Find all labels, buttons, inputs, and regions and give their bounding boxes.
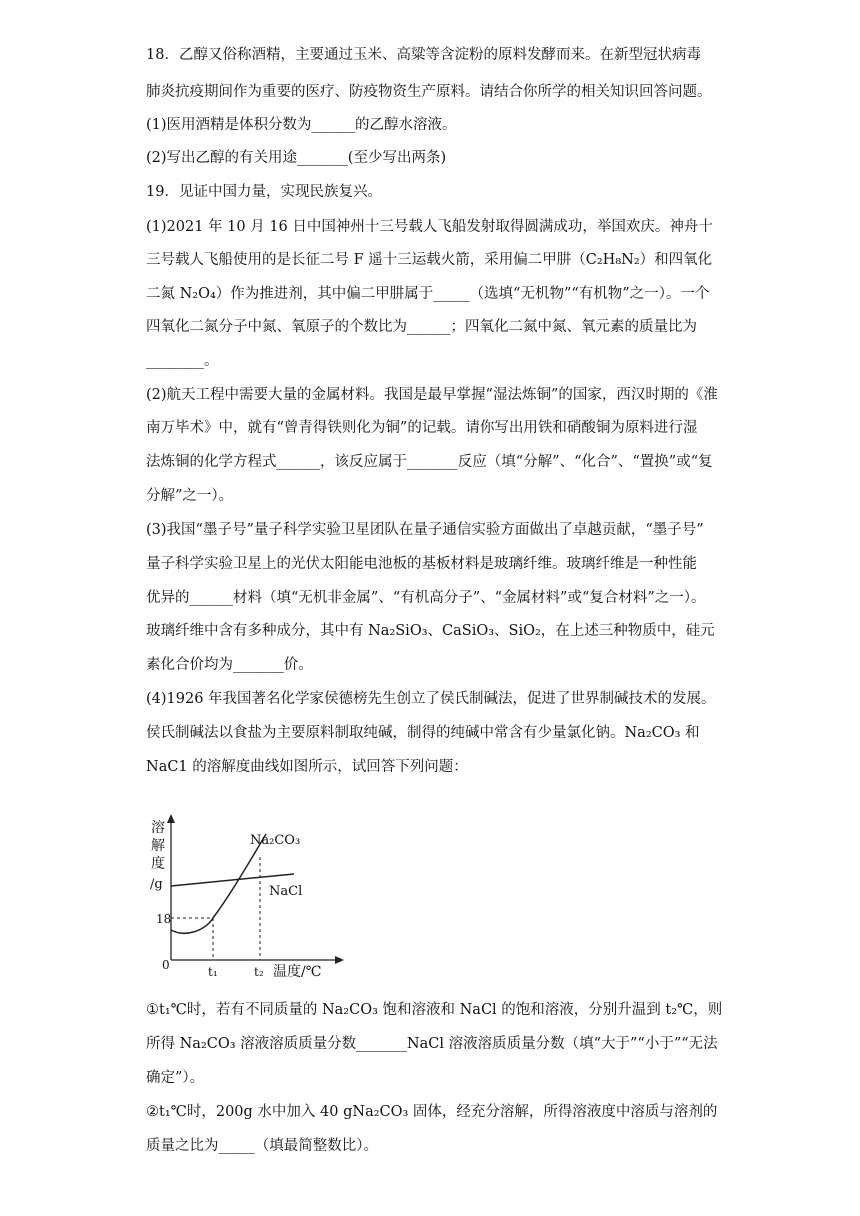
text-line: 法炼铜的化学方程式______，该反应属于_______反应（填“分解”、“化合”、“置换”或“复 [146, 454, 713, 470]
x-axis-label: 温度/℃ [273, 964, 322, 980]
text-line: (2)写出乙醇的有关用途_______(至少写出两条) [146, 150, 447, 166]
x-axis-arrow [335, 956, 344, 964]
text-line: 19．见证中国力量，实现民族复兴。 [146, 184, 382, 200]
text-line: 所得 Na₂CO₃ 溶液溶质质量分数_______NaCl 溶液溶质质量分数（填“大于”“小于”“无法 [146, 1036, 718, 1052]
y-label-char: 解 [151, 838, 165, 854]
text-line: (3)我国“墨子号”量子科学实验卫星团队在量子通信实验方面做出了卓越贡献，“墨子号” [146, 522, 704, 538]
text-line: 质量之比为_____（填最简整数比）。 [146, 1138, 378, 1154]
y-label-char: /g [150, 877, 163, 892]
text-line: ________。 [146, 353, 219, 369]
text-line: 量子科学实验卫星上的光伏太阳能电池板的基板材料是玻璃纤维。玻璃纤维是一种性能 [146, 556, 697, 572]
solubility-chart [146, 812, 346, 984]
text-line: (1)2021 年 10 月 16 日中国神州十三号载人飞船发射取得圆满成功，举国欢庆。神舟十 [146, 219, 713, 235]
text-line: 18．乙醇又俗称酒精，主要通过玉米、高粱等含淀粉的原料发酵而来。在新型冠状病毒 [146, 47, 701, 63]
text-line: 分解”之一）。 [146, 488, 234, 504]
text-line: ①t₁℃时，若有不同质量的 Na₂CO₃ 饱和溶液和 NaCl 的饱和溶液，分别升温到 t₂℃，则 [146, 1002, 723, 1018]
text-line: (1)医用酒精是体积分数为______的乙醇水溶液。 [146, 117, 457, 133]
text-line: (4)1926 年我国著名化学家侯德榜先生创立了侯氏制碱法，促进了世界制碱技术的发展。 [146, 691, 716, 707]
y-tick-label: 18 [156, 912, 172, 926]
text-line: 侯氏制碱法以食盐为主要原料制取纯碱，制得的纯碱中常含有少量氯化钠。Na₂CO₃ 和 [146, 725, 700, 741]
text-line: 玻璃纤维中含有多种成分，其中有 Na₂SiO₃、CaSiO₃、SiO₂，在上述三种物质中，硅元 [146, 623, 715, 639]
y-label-char: 度 [151, 856, 165, 872]
x-tick-label: t₁ [208, 965, 218, 979]
text-line: NaC1 的溶解度曲线如图所示，试回答下列问题： [146, 759, 468, 775]
text-line: 三号载人飞船使用的是长征二号 F 遥十三运载火箭，采用偏二甲肼（C₂H₈N₂）和四氧化 [146, 252, 713, 268]
x-tick-label: t₂ [254, 965, 264, 979]
text-line: 确定”）。 [146, 1070, 205, 1086]
text-line: 肺炎抗疫期间作为重要的医疗、防疫物资生产原料。请结合你所学的相关知识回答问题。 [146, 84, 712, 100]
text-line: 南万毕术》中，就有“曾青得铁则化为铜”的记载。请你写出用铁和硝酸铜为原料进行湿 [146, 420, 698, 436]
y-label-char: 溶 [151, 820, 165, 836]
text-line: (2)航天工程中需要大量的金属材料。我国是最早掌握“湿法炼铜”的国家，西汉时期的《淮 [146, 387, 718, 403]
na2co3-label: Na₂CO₃ [250, 833, 301, 848]
origin-label: 0 [162, 958, 170, 972]
text-line: 四氧化二氮分子中氮、氧原子的个数比为______；四氧化二氮中氮、氧元素的质量比为 [146, 319, 697, 335]
y-axis-arrow [167, 814, 175, 823]
nacl-label: NaCl [269, 884, 303, 899]
text-line: 优异的______材料（填“无机非金属”、“有机高分子”、“金属材料”或“复合材料”之一）。 [146, 590, 706, 606]
text-line: ②t₁℃时，200g 水中加入 40 gNa₂CO₃ 固体，经充分溶解，所得溶液度中溶质与溶剂的 [146, 1104, 718, 1120]
text-line: 二氮 N₂O₄）作为推进剂，其中偏二甲肼属于_____（选填“无机物”“有机物”之一）。一个 [146, 286, 710, 302]
text-line: 素化合价均为_______价。 [146, 657, 313, 673]
